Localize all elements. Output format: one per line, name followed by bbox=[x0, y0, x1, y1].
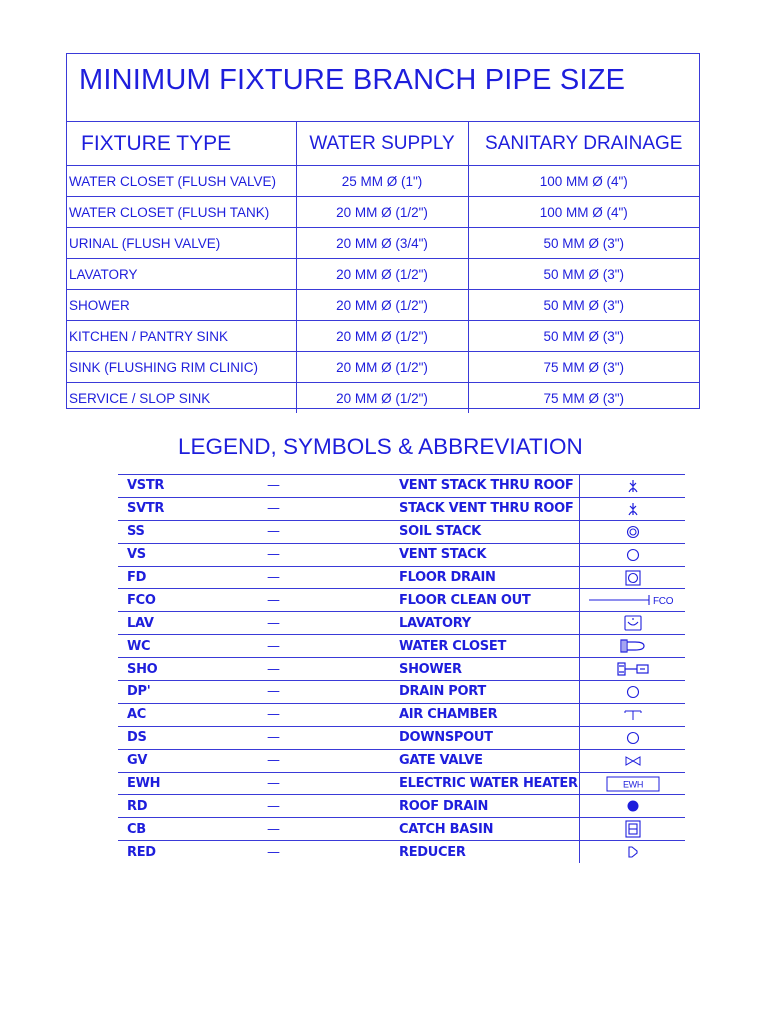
sanitary-drainage-cell: 100 MM Ø (4") bbox=[468, 197, 699, 228]
header-water-supply: WATER SUPPLY bbox=[296, 122, 468, 166]
fixture-type-cell: KITCHEN / PANTRY SINK bbox=[67, 321, 296, 352]
fixture-row bbox=[67, 290, 699, 321]
legend-symbol-cell bbox=[580, 749, 686, 772]
legend-dash: — bbox=[252, 635, 387, 658]
legend-dash: — bbox=[252, 612, 387, 635]
legend-row bbox=[118, 726, 685, 749]
svg-text:EWH: EWH bbox=[622, 779, 643, 790]
water-supply-cell: 20 MM Ø (1/2") bbox=[296, 352, 468, 383]
legend-row bbox=[118, 520, 685, 543]
legend-grid bbox=[118, 474, 685, 863]
vent-thru-roof-icon bbox=[626, 502, 640, 516]
legend-symbol-cell bbox=[580, 818, 686, 841]
legend-symbol-cell bbox=[580, 658, 686, 681]
header-sanitary-drainage: SANITARY DRAINAGE bbox=[468, 122, 699, 166]
fixture-type-cell: URINAL (FLUSH VALVE) bbox=[67, 228, 296, 259]
vent-thru-roof-icon bbox=[626, 479, 640, 493]
double-circle-icon bbox=[626, 525, 640, 539]
legend-row bbox=[118, 703, 685, 726]
legend-dash: — bbox=[252, 543, 387, 566]
legend-description: ROOF DRAIN bbox=[387, 795, 580, 818]
legend-description: DOWNSPOUT bbox=[387, 726, 580, 749]
lavatory-icon bbox=[624, 615, 642, 631]
legend-description: LAVATORY bbox=[387, 612, 580, 635]
legend-abbreviation: VSTR bbox=[118, 475, 252, 498]
legend-symbol-cell bbox=[580, 566, 686, 589]
circle-in-square-icon bbox=[625, 570, 641, 586]
legend-dash: — bbox=[252, 566, 387, 589]
circle-icon bbox=[626, 685, 640, 699]
filled-dot-icon bbox=[626, 799, 640, 813]
clean-out-line-icon bbox=[587, 593, 679, 607]
legend-symbol-cell bbox=[580, 703, 686, 726]
fixture-type-cell: SINK (FLUSHING RIM CLINIC) bbox=[67, 352, 296, 383]
legend-row bbox=[118, 635, 685, 658]
legend-row bbox=[118, 681, 685, 704]
legend-symbol-cell bbox=[580, 520, 686, 543]
water-supply-cell: 20 MM Ø (1/2") bbox=[296, 321, 468, 352]
legend-symbol-cell bbox=[580, 841, 686, 863]
legend-symbol-cell bbox=[580, 497, 686, 520]
legend-abbreviation: CB bbox=[118, 818, 252, 841]
water-supply-cell: 20 MM Ø (1/2") bbox=[296, 383, 468, 414]
header-fixture-type: FIXTURE TYPE bbox=[67, 122, 296, 166]
legend-abbreviation: SVTR bbox=[118, 497, 252, 520]
sanitary-drainage-cell: 75 MM Ø (3") bbox=[468, 352, 699, 383]
legend-description: VENT STACK bbox=[387, 543, 580, 566]
sanitary-drainage-cell: 50 MM Ø (3") bbox=[468, 259, 699, 290]
legend-description: SOIL STACK bbox=[387, 520, 580, 543]
legend-abbreviation: RED bbox=[118, 841, 252, 863]
fixture-row bbox=[67, 383, 699, 414]
catch-basin-icon bbox=[625, 820, 641, 838]
legend-abbreviation: RD bbox=[118, 795, 252, 818]
fixture-row bbox=[67, 259, 699, 290]
legend-abbreviation: WC bbox=[118, 635, 252, 658]
legend-row bbox=[118, 589, 685, 612]
legend-dash: — bbox=[252, 726, 387, 749]
legend-dash: — bbox=[252, 497, 387, 520]
legend-description: FLOOR CLEAN OUT bbox=[387, 589, 580, 612]
water-supply-cell: 25 MM Ø (1") bbox=[296, 166, 468, 197]
legend-row bbox=[118, 772, 685, 795]
legend-abbreviation: FCO bbox=[118, 589, 252, 612]
fixture-row bbox=[67, 197, 699, 228]
legend-dash: — bbox=[252, 841, 387, 863]
legend-row bbox=[118, 841, 685, 863]
legend-description: WATER CLOSET bbox=[387, 635, 580, 658]
legend-row bbox=[118, 497, 685, 520]
legend-description: ELECTRIC WATER HEATER bbox=[387, 772, 580, 795]
sanitary-drainage-cell: 75 MM Ø (3") bbox=[468, 383, 699, 414]
fixture-type-cell: LAVATORY bbox=[67, 259, 296, 290]
water-supply-cell: 20 MM Ø (1/2") bbox=[296, 197, 468, 228]
legend-dash: — bbox=[252, 749, 387, 772]
reducer-icon bbox=[627, 845, 639, 859]
fixture-row bbox=[67, 352, 699, 383]
sanitary-drainage-cell: 100 MM Ø (4") bbox=[468, 166, 699, 197]
legend-row bbox=[118, 543, 685, 566]
legend-abbreviation: DS bbox=[118, 726, 252, 749]
legend-abbreviation: AC bbox=[118, 703, 252, 726]
legend-description: CATCH BASIN bbox=[387, 818, 580, 841]
fixture-type-cell: SHOWER bbox=[67, 290, 296, 321]
fixture-header-row bbox=[67, 122, 699, 166]
legend-symbol-cell bbox=[580, 726, 686, 749]
sanitary-drainage-cell: 50 MM Ø (3") bbox=[468, 228, 699, 259]
legend-description: REDUCER bbox=[387, 841, 580, 863]
air-chamber-icon bbox=[624, 709, 642, 721]
legend-abbreviation: FD bbox=[118, 566, 252, 589]
legend-symbol-cell bbox=[580, 681, 686, 704]
legend-description: GATE VALVE bbox=[387, 749, 580, 772]
legend-abbreviation: SHO bbox=[118, 658, 252, 681]
legend-dash: — bbox=[252, 658, 387, 681]
shower-icon bbox=[617, 661, 649, 677]
legend-symbol-cell bbox=[580, 475, 686, 498]
legend-description: VENT STACK THRU ROOF bbox=[387, 475, 580, 498]
legend-dash: — bbox=[252, 475, 387, 498]
fixture-type-cell: WATER CLOSET (FLUSH VALVE) bbox=[67, 166, 296, 197]
legend-description: AIR CHAMBER bbox=[387, 703, 580, 726]
legend-dash: — bbox=[252, 520, 387, 543]
legend-abbreviation: DP' bbox=[118, 681, 252, 704]
legend-abbreviation: GV bbox=[118, 749, 252, 772]
legend-dash: — bbox=[252, 795, 387, 818]
fixture-table-title: MINIMUM FIXTURE BRANCH PIPE SIZE bbox=[79, 64, 626, 96]
fixture-row bbox=[67, 321, 699, 352]
fixture-row bbox=[67, 228, 699, 259]
legend-symbol-cell bbox=[580, 635, 686, 658]
legend-dash: — bbox=[252, 681, 387, 704]
legend-symbol-cell bbox=[580, 795, 686, 818]
legend-symbol-cell bbox=[580, 589, 686, 612]
fixture-size-table bbox=[66, 53, 700, 409]
legend-symbol-cell bbox=[580, 772, 686, 795]
legend-dash: — bbox=[252, 589, 387, 612]
legend-row bbox=[118, 795, 685, 818]
circle-icon bbox=[626, 731, 640, 745]
legend-row bbox=[118, 658, 685, 681]
legend-abbreviation: EWH bbox=[118, 772, 252, 795]
legend-row bbox=[118, 612, 685, 635]
labeled-box-icon bbox=[606, 776, 660, 792]
legend-title: LEGEND, SYMBOLS & ABBREVIATION bbox=[178, 434, 583, 459]
legend-abbreviation: SS bbox=[118, 520, 252, 543]
legend-description: DRAIN PORT bbox=[387, 681, 580, 704]
legend-symbol-cell bbox=[580, 612, 686, 635]
legend-dash: — bbox=[252, 772, 387, 795]
sanitary-drainage-cell: 50 MM Ø (3") bbox=[468, 321, 699, 352]
fixture-type-cell: SERVICE / SLOP SINK bbox=[67, 383, 296, 414]
legend-row bbox=[118, 475, 685, 498]
legend-abbreviation: VS bbox=[118, 543, 252, 566]
circle-icon bbox=[626, 548, 640, 562]
legend-symbol-cell bbox=[580, 543, 686, 566]
legend-section bbox=[118, 430, 673, 860]
sanitary-drainage-cell: 50 MM Ø (3") bbox=[468, 290, 699, 321]
water-supply-cell: 20 MM Ø (1/2") bbox=[296, 290, 468, 321]
fixture-row bbox=[67, 166, 699, 197]
water-supply-cell: 20 MM Ø (3/4") bbox=[296, 228, 468, 259]
legend-description: STACK VENT THRU ROOF bbox=[387, 497, 580, 520]
water-supply-cell: 20 MM Ø (1/2") bbox=[296, 259, 468, 290]
legend-row bbox=[118, 566, 685, 589]
water-closet-icon bbox=[620, 638, 646, 654]
fixture-grid bbox=[67, 121, 699, 413]
legend-abbreviation: LAV bbox=[118, 612, 252, 635]
legend-description: FLOOR DRAIN bbox=[387, 566, 580, 589]
gate-valve-icon bbox=[625, 756, 641, 766]
legend-description: SHOWER bbox=[387, 658, 580, 681]
legend-row bbox=[118, 818, 685, 841]
legend-dash: — bbox=[252, 703, 387, 726]
legend-row bbox=[118, 749, 685, 772]
svg-text:FCO: FCO bbox=[652, 596, 673, 608]
legend-dash: — bbox=[252, 818, 387, 841]
fixture-type-cell: WATER CLOSET (FLUSH TANK) bbox=[67, 197, 296, 228]
